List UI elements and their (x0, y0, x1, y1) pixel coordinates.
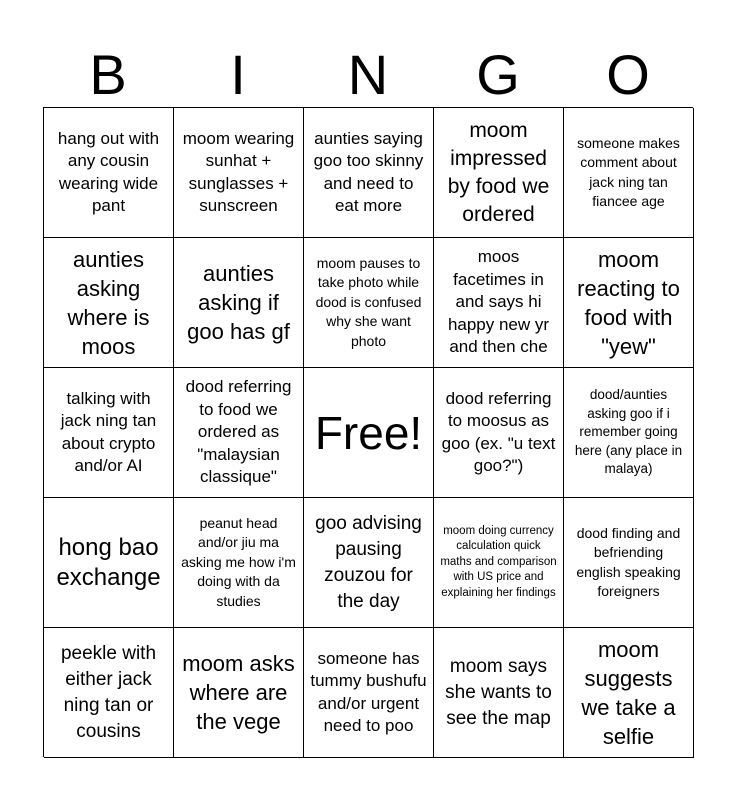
bingo-cell[interactable] (304, 238, 434, 368)
header-letter-i: I (230, 43, 246, 106)
cell-text: moom impressed by food we ordered (447, 118, 550, 226)
bingo-cell[interactable] (564, 498, 694, 628)
free-cell[interactable] (304, 368, 434, 498)
bingo-cell[interactable] (564, 238, 694, 368)
bingo-cell[interactable] (434, 108, 564, 238)
bingo-cell[interactable] (304, 628, 434, 758)
cell-text: talking with jack ning tan about crypto and/or AI (60, 388, 157, 475)
cell-text: dood referring to moosus as goo (ex. "u text goo?") (441, 388, 556, 475)
header-letter-b: B (89, 43, 127, 106)
header-letter-g: G (476, 43, 520, 106)
bingo-cell[interactable] (174, 628, 304, 758)
bingo-cell[interactable] (434, 238, 564, 368)
cell-text: moom wearing sunhat + sunglasses + sunscreen (182, 128, 295, 215)
free-text: Free! (314, 406, 423, 459)
bingo-cell[interactable] (304, 108, 434, 238)
bingo-cell[interactable] (564, 368, 694, 498)
cell-text: aunties saying goo too skinny and need to eat more (313, 128, 424, 215)
bingo-cell[interactable] (434, 498, 564, 628)
cell-text: moom says she wants to see the map (445, 655, 552, 729)
cell-text: someone has tummy bushufu and/or urgent need to poo (310, 648, 427, 735)
bingo-cell[interactable] (44, 368, 174, 498)
cell-text: moom asks where are the vege (182, 651, 295, 734)
bingo-cell[interactable] (44, 628, 174, 758)
bingo-grid (43, 107, 693, 757)
bingo-cell[interactable] (174, 498, 304, 628)
bingo-cell[interactable] (174, 238, 304, 368)
cell-text: someone makes comment about jack ning tan fiancee age (577, 134, 680, 209)
cell-text: hong bao exchange (56, 533, 161, 591)
bingo-cell[interactable] (174, 368, 304, 498)
cell-text: hang out with any cousin wearing wide pant (57, 128, 160, 215)
cell-text: dood referring to food we ordered as "malaysian classique" (185, 377, 292, 487)
cell-text: dood/aunties asking goo if i remember going here (any place in malaya) (574, 387, 683, 477)
cell-text: peekle with either jack ning tan or cousins (60, 642, 157, 742)
bingo-cell[interactable] (44, 498, 174, 628)
header-letter-o: O (606, 43, 650, 106)
cell-text: moos facetimes in and says hi happy new yr and then che (447, 247, 550, 357)
bingo-cell[interactable] (434, 368, 564, 498)
cell-text: moom suggests we take a selfie (581, 636, 676, 749)
header-letter-n: N (347, 43, 389, 106)
bingo-cell[interactable] (44, 108, 174, 238)
cell-text: moom reacting to food with "yew" (577, 246, 680, 359)
cell-text: aunties asking if goo has gf (187, 261, 290, 344)
cell-text: moom doing currency calculation quick maths and comparison with US price and explaining her findings (440, 524, 557, 599)
cell-text: peanut head and/or jiu ma asking me how i'm doing with da studies (181, 514, 296, 609)
bingo-cell[interactable] (304, 498, 434, 628)
bingo-cell[interactable] (434, 628, 564, 758)
cell-text: aunties asking where is moos (67, 246, 150, 359)
bingo-cell[interactable] (174, 108, 304, 238)
bingo-cell[interactable] (564, 108, 694, 238)
cell-text: goo advising pausing zouzou for the day (315, 512, 422, 612)
bingo-header (43, 42, 693, 108)
cell-text: moom pauses to take photo while dood is confused why she want photo (315, 254, 422, 349)
bingo-cell[interactable] (564, 628, 694, 758)
bingo-cell[interactable] (44, 238, 174, 368)
cell-text: dood finding and befriending english speaking foreigners (576, 524, 681, 599)
